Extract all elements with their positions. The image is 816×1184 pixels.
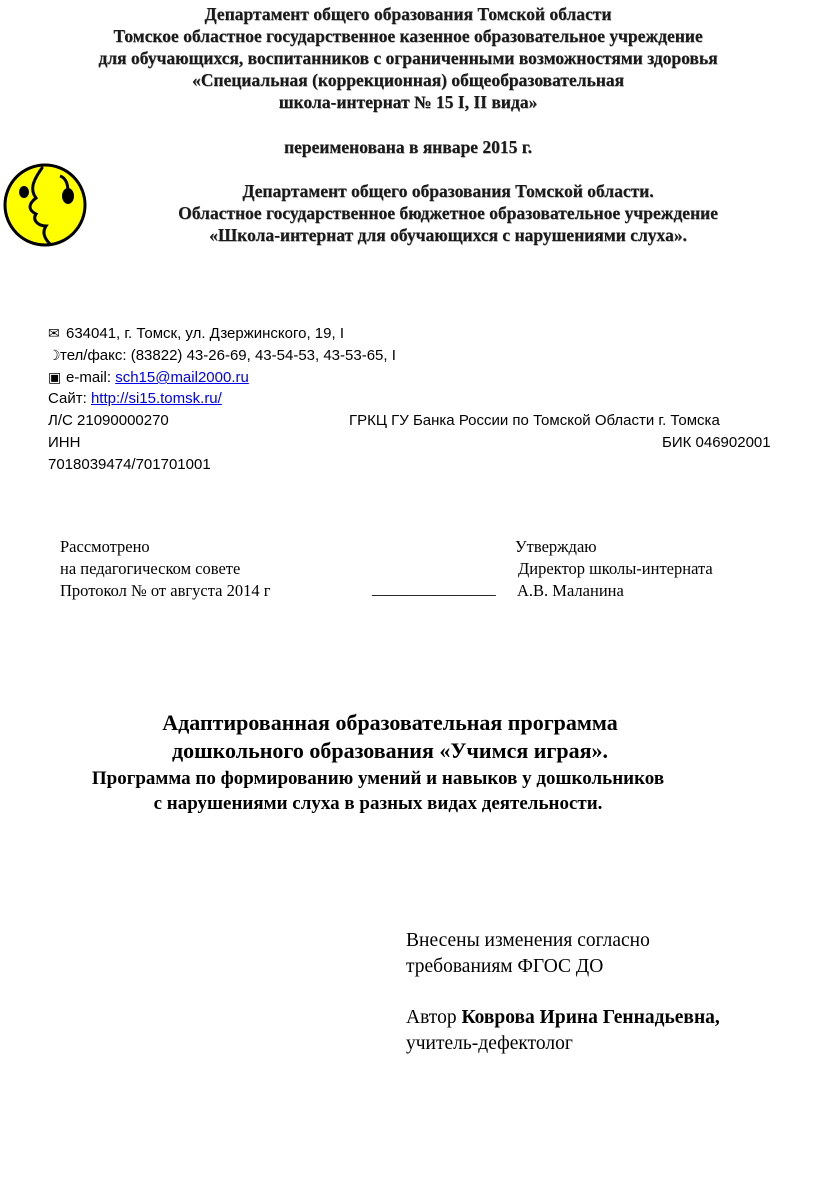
inn-value: 7018039474/701701001 (48, 456, 211, 473)
site-label: Сайт: (48, 390, 91, 407)
protocol-line: Протокол № от августа 2014 г (60, 581, 271, 600)
author-name: Коврова Ирина Геннадьевна, (461, 1007, 720, 1028)
director-name: А.В. Маланина (517, 581, 624, 600)
phone-text: тел/факс: (83822) 43-26-69, 43-54-53, 43-53-65, I (60, 347, 396, 364)
reviewed-label: Рассмотрено (60, 537, 150, 556)
email-row (48, 366, 249, 389)
signature-line: _______________ (372, 579, 496, 598)
approve-label: Утверждаю (515, 537, 597, 556)
site-link[interactable]: http://si15.tomsk.ru/ (90, 390, 222, 407)
changes-note-line-1: Внесены изменения согласно (406, 930, 650, 951)
author-label: Автор (406, 1007, 462, 1028)
header-line-4: «Специальная (коррекционная) общеобразовательная (191, 70, 625, 90)
ls-text: Л/С 21090000270 (48, 412, 169, 429)
envelope-icon: ✉ (48, 325, 60, 341)
header-line-1: Департамент общего образования Томской области (204, 4, 612, 24)
header-line-5: школа-интернат № 15 I, II вида» (278, 92, 538, 112)
program-subtitle-line-1: Программа по формированию умений и навыков у дошкольников (91, 768, 665, 789)
program-subtitle-line-2: с нарушениями слуха в разных видах деятельности. (153, 793, 603, 814)
address-row (48, 322, 344, 345)
email-link[interactable]: sch15@mail2000.ru (115, 369, 249, 386)
computer-icon: ▣ (48, 369, 62, 385)
pedagogical-council: на педагогическом совете (60, 559, 241, 578)
new-name-line-1: Департамент общего образования Томской области. (242, 181, 654, 201)
inn-label: ИНН (48, 434, 81, 451)
site-row (48, 388, 222, 410)
header-line-3: для обучающихся, воспитанников с ограниченными возможностями здоровья (98, 48, 718, 68)
phone-row (48, 344, 396, 367)
author-row (406, 1005, 720, 1031)
renamed-note: переименована в январе 2015 г. (283, 137, 533, 157)
author-position: учитель-дефектолог (406, 1033, 573, 1054)
new-name-line-3: «Школа-интернат для обучающихся с нарушениями слуха». (209, 225, 687, 245)
bik-text: БИК 046902001 (662, 434, 771, 451)
changes-note-line-2: требованиям ФГОС ДО (406, 956, 604, 977)
bank-text: ГРКЦ ГУ Банка России по Томской Области г. Томска (349, 412, 720, 429)
program-title-line-1: Адаптированная образовательная программа (162, 710, 618, 735)
header-line-2: Томское областное государственное казенное образовательное учреждение (113, 26, 703, 46)
program-title-line-2: дошкольного образования «Учимся играя». (171, 738, 609, 763)
director-title: Директор школы-интерната (518, 559, 713, 578)
address-text: 634041, г. Томск, ул. Дзержинского, 19, I (66, 325, 344, 342)
email-label: e-mail: (66, 369, 116, 386)
new-name-line-2: Областное государственное бюджетное образовательное учреждение (178, 203, 718, 223)
phone-icon: ☽ (48, 347, 61, 363)
